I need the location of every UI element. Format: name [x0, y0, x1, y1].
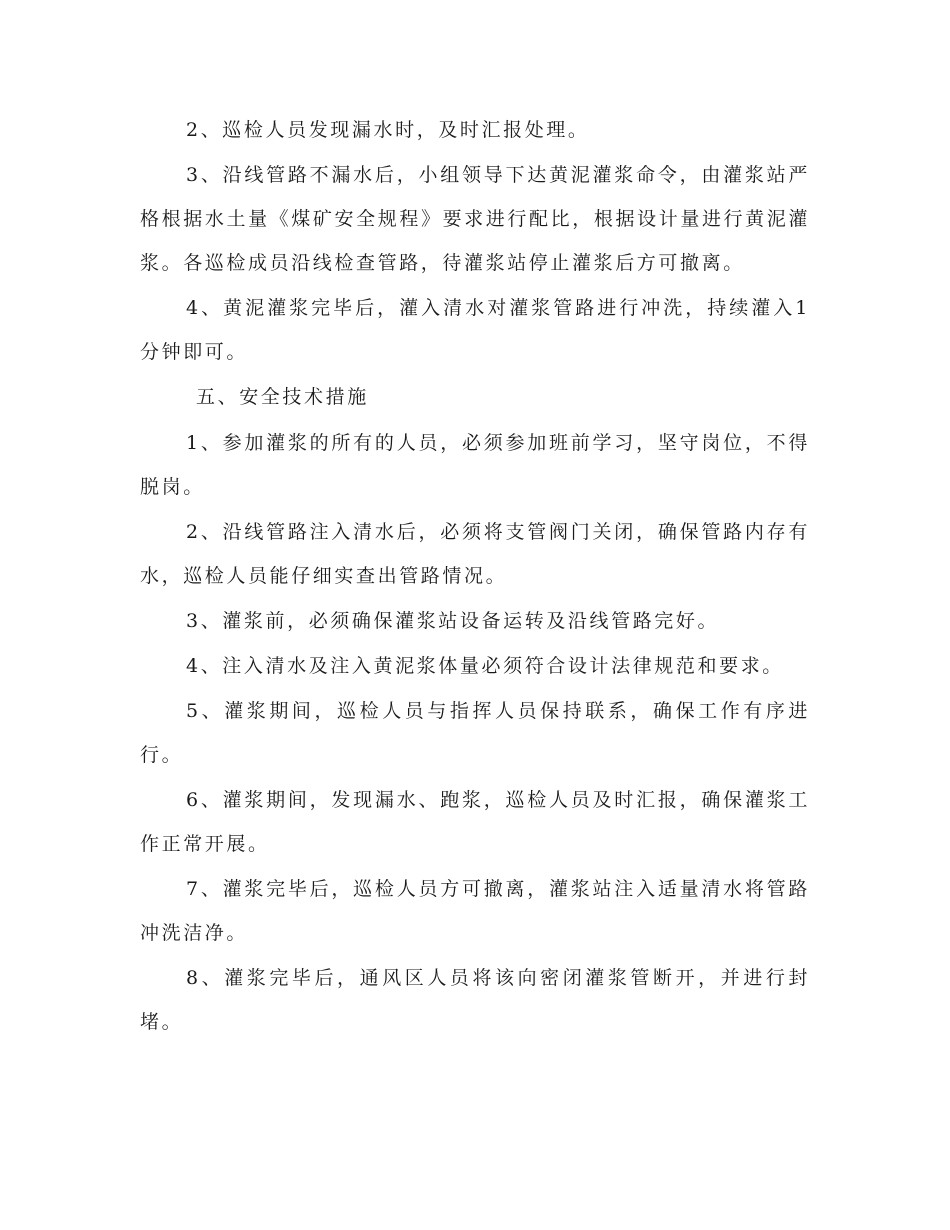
paragraph-safety-7: 7、灌浆完毕后，巡检人员方可撤离，灌浆站注入适量清水将管路冲洗洁净。: [140, 878, 810, 944]
paragraph-step-4: 4、黄泥灌浆完毕后，灌入清水对灌浆管路进行冲洗，持续灌入1分钟即可。: [140, 297, 810, 363]
document-body: [140, 108, 810, 1045]
paragraph-safety-6: 6、灌浆期间，发现漏水、跑浆，巡检人员及时汇报，确保灌浆工作正常开展。: [140, 789, 810, 855]
section-heading-safety-measures: 五、安全技术措施: [196, 386, 369, 408]
paragraph-safety-4: 4、注入清水及注入黄泥浆体量必须符合设计法律规范和要求。: [186, 655, 784, 677]
paragraph-step-2: 2、巡检人员发现漏水时，及时汇报处理。: [186, 119, 590, 141]
paragraph-step-3: 3、沿线管路不漏水后，小组领导下达黄泥灌浆命令，由灌浆站严格根据水土量《煤矿安全规程》要求进行配比，根据设计量进行黄泥灌浆。各巡检成员沿线检查管路，待灌浆站停止灌浆后方可撤离。: [140, 164, 810, 274]
paragraph-safety-8: 8、灌浆完毕后，通风区人员将该向密闭灌浆管断开，并进行封堵。: [140, 967, 810, 1033]
paragraph-safety-3: 3、灌浆前，必须确保灌浆站设备运转及沿线管路完好。: [186, 610, 720, 632]
paragraph-safety-1: 1、参加灌浆的所有的人员，必须参加班前学习，坚守岗位，不得脱岗。: [140, 432, 810, 498]
paragraph-safety-5: 5、灌浆期间，巡检人员与指挥人员保持联系，确保工作有序进行。: [140, 700, 810, 766]
paragraph-safety-2: 2、沿线管路注入清水后，必须将支管阀门关闭，确保管路内存有水，巡检人员能仔细实查出管路情况。: [140, 521, 810, 587]
